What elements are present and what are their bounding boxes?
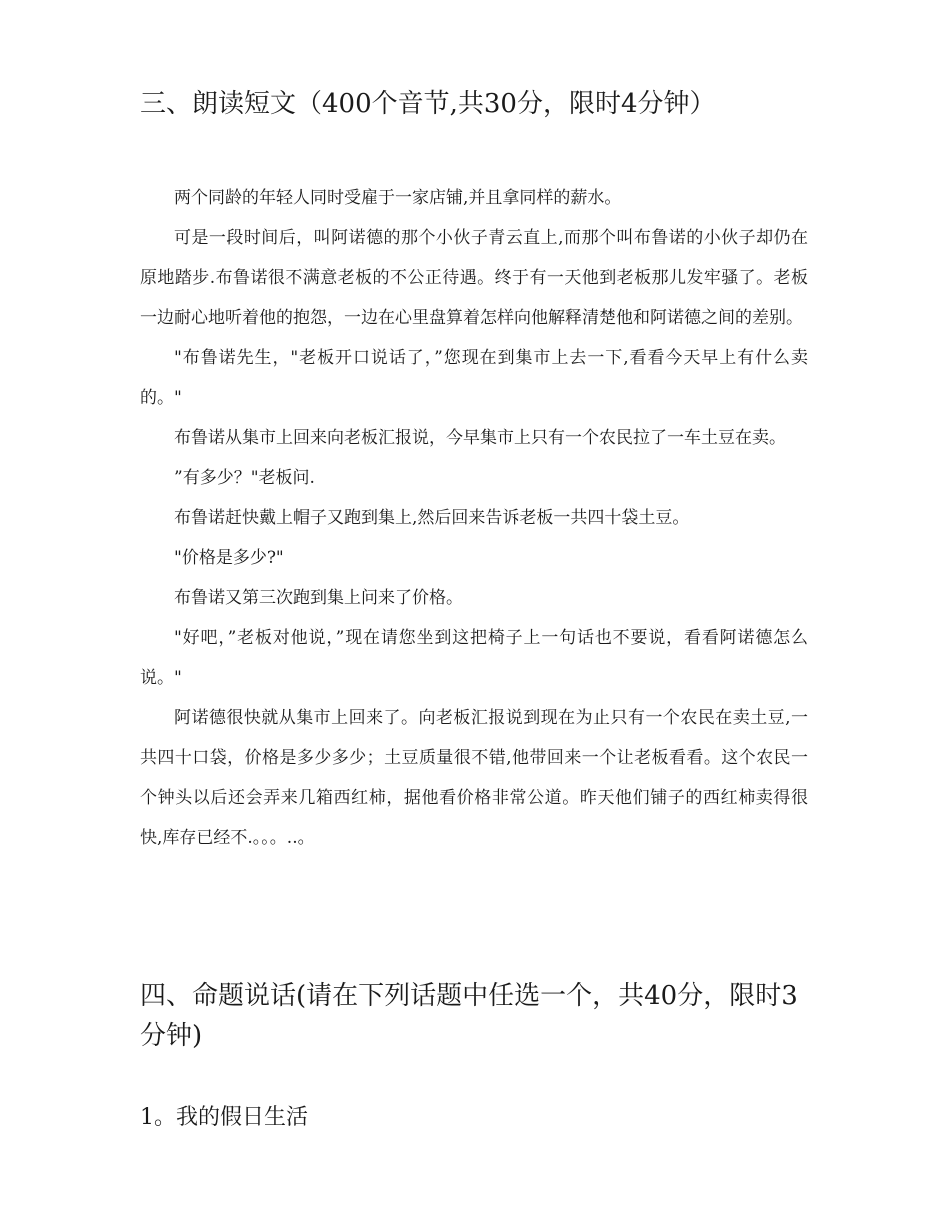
passage-paragraph: 两个同龄的年轻人同时受雇于一家店铺,并且拿同样的薪水。 <box>174 188 622 208</box>
topic-item: 1。我的假日生活 <box>140 1105 308 1130</box>
passage-paragraph: 可是一段时间后，叫阿诺德的那个小伙子青云直上,而那个叫布鲁诺的小伙子却仍在原地踏步.布鲁诺很不满意老板的不公正待遇。终于有一天他到老板那儿发牢骚了。老板一边耐心地听着他的抱怨，一边在心里盘算着怎样向他解释清楚他和阿诺德之间的差别。 <box>140 228 808 328</box>
passage-paragraph: 阿诺德很快就从集市上回来了。向老板汇报说到现在为止只有一个农民在卖土豆,一共四十口袋，价格是多少多少；土豆质量很不错,他带回来一个让老板看看。这个农民一个钟头以后还会弄来几箱西红柿，据他看价格非常公道。昨天他们铺子的西红柿卖得很快,库存已经不.。。。..。 <box>140 708 808 848</box>
passage-paragraph: 布鲁诺赶快戴上帽子又跑到集上,然后回来告诉老板一共四十袋土豆。 <box>174 508 690 528</box>
passage-paragraph: 布鲁诺又第三次跑到集上问来了价格。 <box>174 588 463 608</box>
passage-paragraph: ”有多少？"老板问. <box>174 468 315 488</box>
passage-paragraph: 布鲁诺从集市上回来向老板汇报说，今早集市上只有一个农民拉了一车土豆在卖。 <box>174 428 786 448</box>
passage-paragraph: "好吧，”老板对他说，”现在请您坐到这把椅子上一句话也不要说，看看阿诺德怎么说。" <box>140 628 808 688</box>
passage-paragraph: "布鲁诺先生，"老板开口说话了，”您现在到集市上去一下,看看今天早上有什么卖的。" <box>140 348 808 408</box>
section-4-title: 四、命题说话(请在下列话题中任选一个，共40分，限时3分钟) <box>140 981 798 1051</box>
section-3-title: 三、朗读短文（400个音节,共30分，限时4分钟） <box>140 89 716 119</box>
passage-paragraph: "价格是多少?" <box>174 548 284 568</box>
reading-passage <box>140 178 808 858</box>
